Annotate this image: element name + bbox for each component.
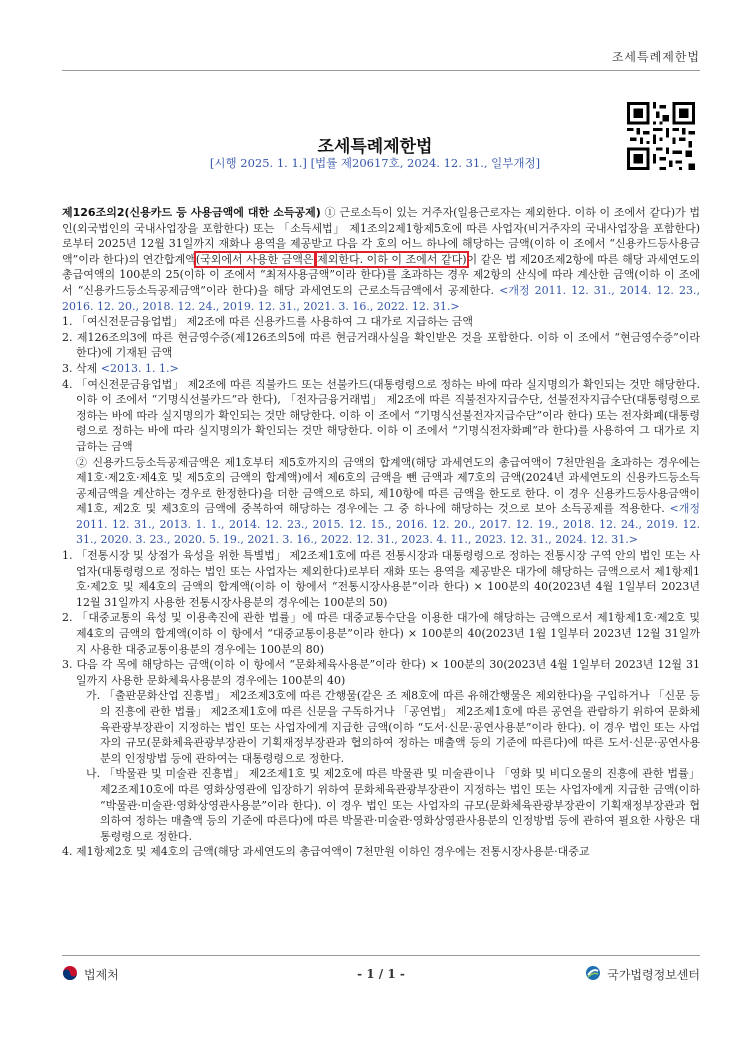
list-item: 4. 제1항제2호 및 제4호의 금액(해당 과세연도의 총급여액이 7천만원 이하인 경우에는 전통시장사용분·대중교 [62, 845, 590, 859]
footer-center-name: 국가법령정보센터 [607, 968, 700, 982]
list-item: 3. 다음 각 목에 해당하는 금액(이하 이 항에서 “문화체육사용분”이라 한다) × 100분의 30(2023년 4월 1일부터 2023년 12월 31일까지 사용한 문화체육사용분의 경우에는 100분의 40) [62, 658, 700, 687]
document-title: 조세특례제한법 [317, 137, 433, 157]
header-divider [62, 70, 700, 71]
list-item: 2. 제126조의3에 따른 현금영수증(제126조의5에 따른 현금거래사실을 확인받은 것을 포함한다. 이하 이 조에서 “현금영수증”이라 한다)에 기재된 금액 [62, 330, 700, 360]
article-body [62, 205, 700, 860]
list-item-text: 3. 삭제 [62, 361, 101, 375]
paragraph-2 [62, 455, 700, 549]
page-number: - 1 / 1 - [357, 967, 405, 981]
highlighted-phrase: (국외에서 사용한 금액은 [195, 252, 314, 266]
footer-right [585, 965, 700, 984]
amendment-note[interactable]: <개정 2011. 12. 31., 2014. 12. 23., 2016. 12. 20., 2018. 12. 24., 2019. 12. 31., 2021. 3. 16., 2022. 12. 31.> [62, 283, 700, 313]
list-item [62, 361, 700, 377]
footer-org: 법제처 [84, 968, 119, 982]
paragraph-2-text: ② 신용카드등소득공제금액은 제1호부터 제5호까지의 금액의 합계액(해당 과세연도의 총급여액이 7천만원을 초과하는 경우에는 제1호·제2호·제4호 및 제5호의 금액의 합계액)에서 제6호의 금액을 뺀 금액과 제7호의 금액(2024년 과세연도의 신용카드등소득공제금액을 계산하는 경우로 한정한다)을 더한 금액으로 하되, 제10항에 따른 금액을 한도로 한다. 이 경우 신용카드등사용금액이 제1호, 제2호 및 제3호의 금액에 중복하여 해당하는 경우에는 그 중 하나에 해당하는 것으로 보아 소득공제를 적용한다. [76, 455, 700, 516]
amendment-note[interactable]: <개정 2011. 12. 31., 2013. 1. 1., 2014. 12. 23., 2015. 12. 15., 2016. 12. 20., 2017. 12. 19., 2018. 12. 24., 2019. 12. 31., 2020. 3. 23., 2020. 5. 19., 2021. 3. 16., 2022. 12. 31., 2023. 4. 11., 2023. 12. 31., 2024. 12. 31.> [76, 502, 700, 547]
list-item: 4. 「여신전문금융업법」 제2조에 따른 직불카드 또는 선불카드(대통령령으로 정하는 바에 따라 실지명의가 확인되는 것만 해당한다. 이하 이 조에서 “기명식선불카드”라 한다), 「전자금융거래법」 제2조에 따른 직불전자지급수단, 선불전자지급수단(대통령령으로 정하는 바에 따라 실지명의가 확인되는 것만 해당한다. 이하 이 조에서 “기명식선불전자지급수단”이라 한다) 또는 전자화폐(대통령령으로 정하는 바에 따라 실지명의가 확인되는 것만 해당한다. 이하 이 조에서 “기명식전자화폐”라 한다)를 사용하여 그 대가로 지급하는 금액 [62, 377, 700, 453]
highlighted-phrase-cont: 제외한다. 이하 이 조에서 같다) [317, 252, 467, 266]
list-item: 2. 「대중교통의 육성 및 이용촉진에 관한 법률」에 따른 대중교통수단을 이용한 대가에 해당하는 금액으로서 제1항제1호·제2호 및 제4호의 금액의 합계액(이하 이 항에서 “대중교통이용분”이라 한다) × 100분의 40(2023년 1월 1일부터 2023년 12월 31일까지 사용한 대중교통이용분의 경우에는 100분의 80) [62, 611, 700, 656]
header-label: 조세특례제한법 [611, 50, 700, 64]
amendment-note[interactable]: <2013. 1. 1.> [100, 361, 179, 375]
list-item: 1. 「전통시장 및 상점가 육성을 위한 특별법」 제2조제1호에 따른 전통시장과 대통령령으로 정하는 전통시장 구역 안의 법인 또는 사업자(대통령령으로 정하는 법인 또는 사업자는 제외한다)로부터 재화 또는 용역을 제공받은 대가에 해당하는 금액으로서 제1항제1호·제2호 및 제4호의 금액의 합계액(이하 이 항에서 “전통시장사용분”이라 한다) × 100분의 40(2023년 4월 1일부터 2023년 12월 31일까지 사용한 전통시장사용분의 경우에는 100분의 50) [62, 549, 700, 609]
enforcement-info[interactable]: [시행 2025. 1. 1.] [법률 제20617호, 2024. 12. 31., 일부개정] [209, 156, 541, 170]
footer [62, 962, 700, 986]
sub-item: 나. 「박물관 및 미술관 진흥법」 제2조제1호 및 제2호에 따른 박물관 및 미술관이나 「영화 및 비디오물의 진흥에 관한 법률」 제2조제10호에 따른 영화상영관에 입장하기 위하여 문화체육관광부장관이 지정하는 법인 또는 사업자에게 지급한 금액(이하 “박물관·미술관·영화상영관사용분”이라 한다). 이 경우 법인 또는 사업자의 규모(문화체육관광부장관이 기획재정부장관과 협의하여 정하는 매출액 등의 기준에 따른다)에 따른 박물관·미술관·영화상영관사용분의 인정방법 등에 관하여 필요한 사항은 대통령령으로 정한다. [86, 767, 700, 843]
list-item: 1. 「여신전문금융업법」 제2조에 따른 신용카드를 사용하여 그 대가로 지급하는 금액 [62, 315, 473, 329]
sub-item: 가. 「출판문화산업 진흥법」 제2조제3호에 따른 간행물(같은 조 제8호에 따른 유해간행물은 제외한다)을 구입하거나 「신문 등의 진흥에 관한 법률」 제2조제1호에 따른 신문을 구독하거나 「공연법」 제2조제1호에 따른 공연을 관람하기 위하여 문화체육관광부장관이 지정하는 법인 또는 사업자에게 지급한 금액(이하 “도서·신문·공연사용분”이라 한다). 이 경우 법인 또는 사업자의 규모(문화체육관광부장관이 기획재정부장관과 협의하여 정하는 매출액 등의 기준에 따른다)에 따른 도서·신문·공연사용분의 인정방법 등에 관하여는 대통령령으로 정한다. [86, 689, 700, 765]
article-heading: 제126조의2(신용카드 등 사용금액에 대한 소득공제) [62, 206, 321, 219]
paragraph-1-text-cont: 이 같은 법 제20조제2항에 따른 해당 과세연도의 총급여액의 100분의 25(이하 이 조에서 “최저사용금액”이라 한다)를 초과하는 경우 제2항의 산식에 따라 계산한 금액(이하 이 조에서 “신용카드등소득공제금액”이라 한다)을 해당 과세연도의 근로소득금액에서 공제한다. [62, 252, 701, 297]
footer-divider [62, 955, 700, 956]
law-center-logo-icon [585, 965, 601, 984]
paragraph-1-text: ① 근로소득이 있는 거주자(일용근로자는 제외한다. 이하 이 조에서 같다)가 법인(외국법인의 국내사업장을 포함한다) 또는 「소득세법」 제1조의2제1항제5호에 따른 사업자(비거주자의 국내사업장을 포함한다)로부터 2025년 12월 31일까지 재화나 용역을 제공받고 다음 각 호의 어느 하나에 해당하는 금액(이하 이 조에서 “신용카드등사용금액”이라 한다)의 연간합계액 [62, 206, 700, 266]
paragraph-1 [62, 205, 700, 314]
